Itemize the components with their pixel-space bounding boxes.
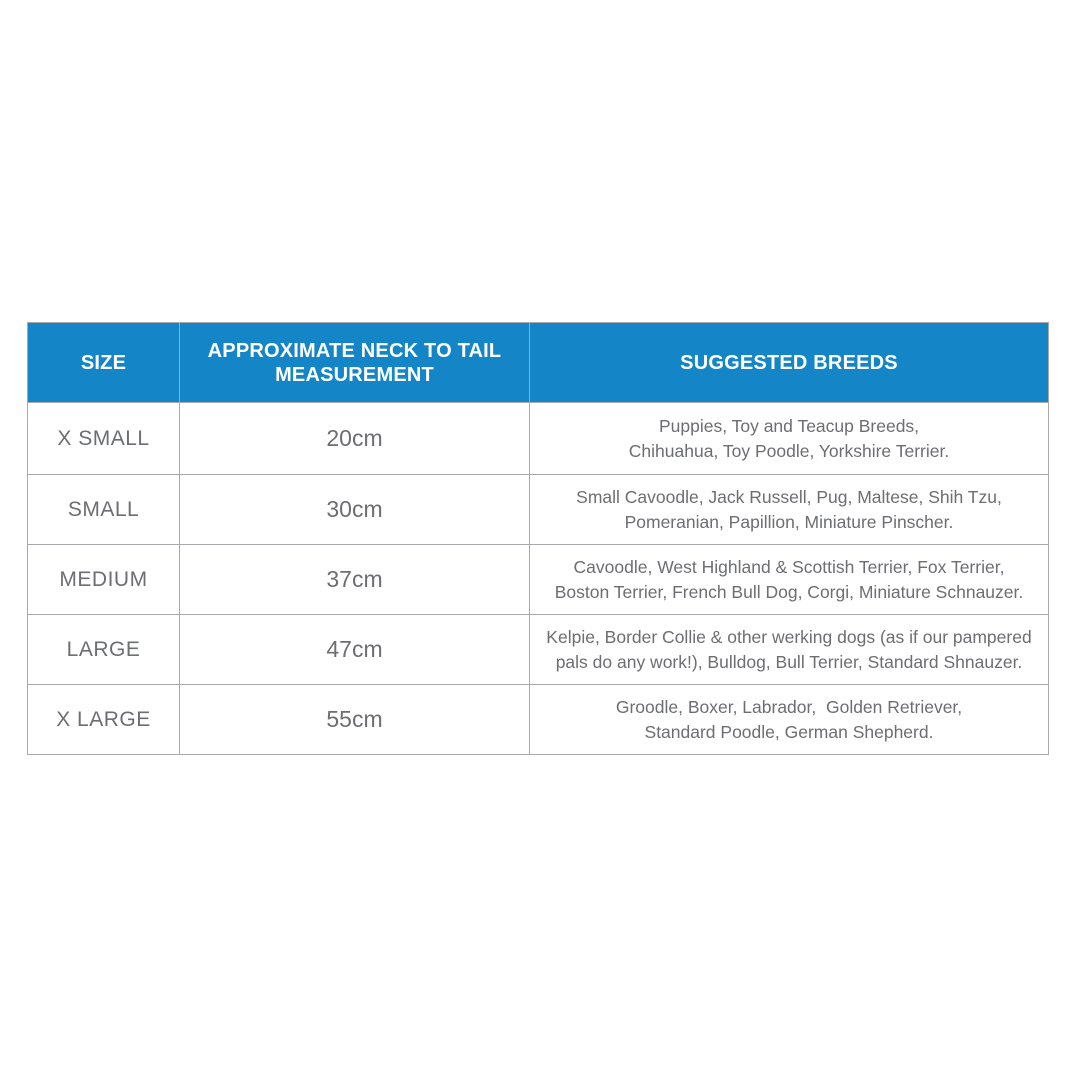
table-row-large	[28, 615, 1049, 685]
size-cell: SMALL	[28, 475, 180, 545]
breeds-line: Standard Poodle, German Shepherd.	[644, 721, 934, 742]
column-header-breeds: SUGGESTED BREEDS	[530, 323, 1049, 403]
breeds-line: Puppies, Toy and Teacup Breeds,	[658, 416, 920, 437]
breeds-cell	[530, 475, 1049, 545]
measurement-cell: 20cm	[180, 403, 530, 475]
measurement-cell: 47cm	[180, 615, 530, 685]
measurement-cell: 55cm	[180, 685, 530, 755]
breeds-line: Groodle, Boxer, Labrador, Golden Retriever,	[615, 697, 963, 718]
table-row-x-large	[28, 685, 1049, 755]
breeds-line: Kelpie, Border Collie & other werking dogs (as if our pampered	[546, 627, 1032, 648]
column-header-size: SIZE	[28, 323, 180, 403]
breeds-cell	[530, 545, 1049, 615]
size-cell: X LARGE	[28, 685, 180, 755]
breeds-line: Pomeranian, Papillion, Miniature Pinscher.	[624, 511, 954, 532]
size-cell: MEDIUM	[28, 545, 180, 615]
size-chart-table	[27, 322, 1049, 755]
breeds-cell	[530, 685, 1049, 755]
breeds-cell	[530, 403, 1049, 475]
table-header	[28, 323, 1049, 403]
breeds-cell	[530, 615, 1049, 685]
breeds-line: Boston Terrier, French Bull Dog, Corgi, Miniature Schnauzer.	[554, 581, 1024, 602]
measurement-cell: 37cm	[180, 545, 530, 615]
breeds-line: Cavoodle, West Highland & Scottish Terrier, Fox Terrier,	[573, 557, 1005, 578]
breeds-line: Chihuahua, Toy Poodle, Yorkshire Terrier.	[628, 440, 950, 461]
header-row	[28, 323, 1049, 403]
size-cell: LARGE	[28, 615, 180, 685]
table-body	[28, 403, 1049, 755]
breeds-line: Small Cavoodle, Jack Russell, Pug, Maltese, Shih Tzu,	[576, 487, 1002, 508]
size-cell: X SMALL	[28, 403, 180, 475]
measurement-cell: 30cm	[180, 475, 530, 545]
table-row-x-small	[28, 403, 1049, 475]
table-row-small	[28, 475, 1049, 545]
column-header-measurement: APPROXIMATE NECK TO TAIL MEASUREMENT	[180, 323, 530, 403]
table-row-medium	[28, 545, 1049, 615]
breeds-line: pals do any work!), Bulldog, Bull Terrier, Standard Shnauzer.	[555, 651, 1023, 672]
